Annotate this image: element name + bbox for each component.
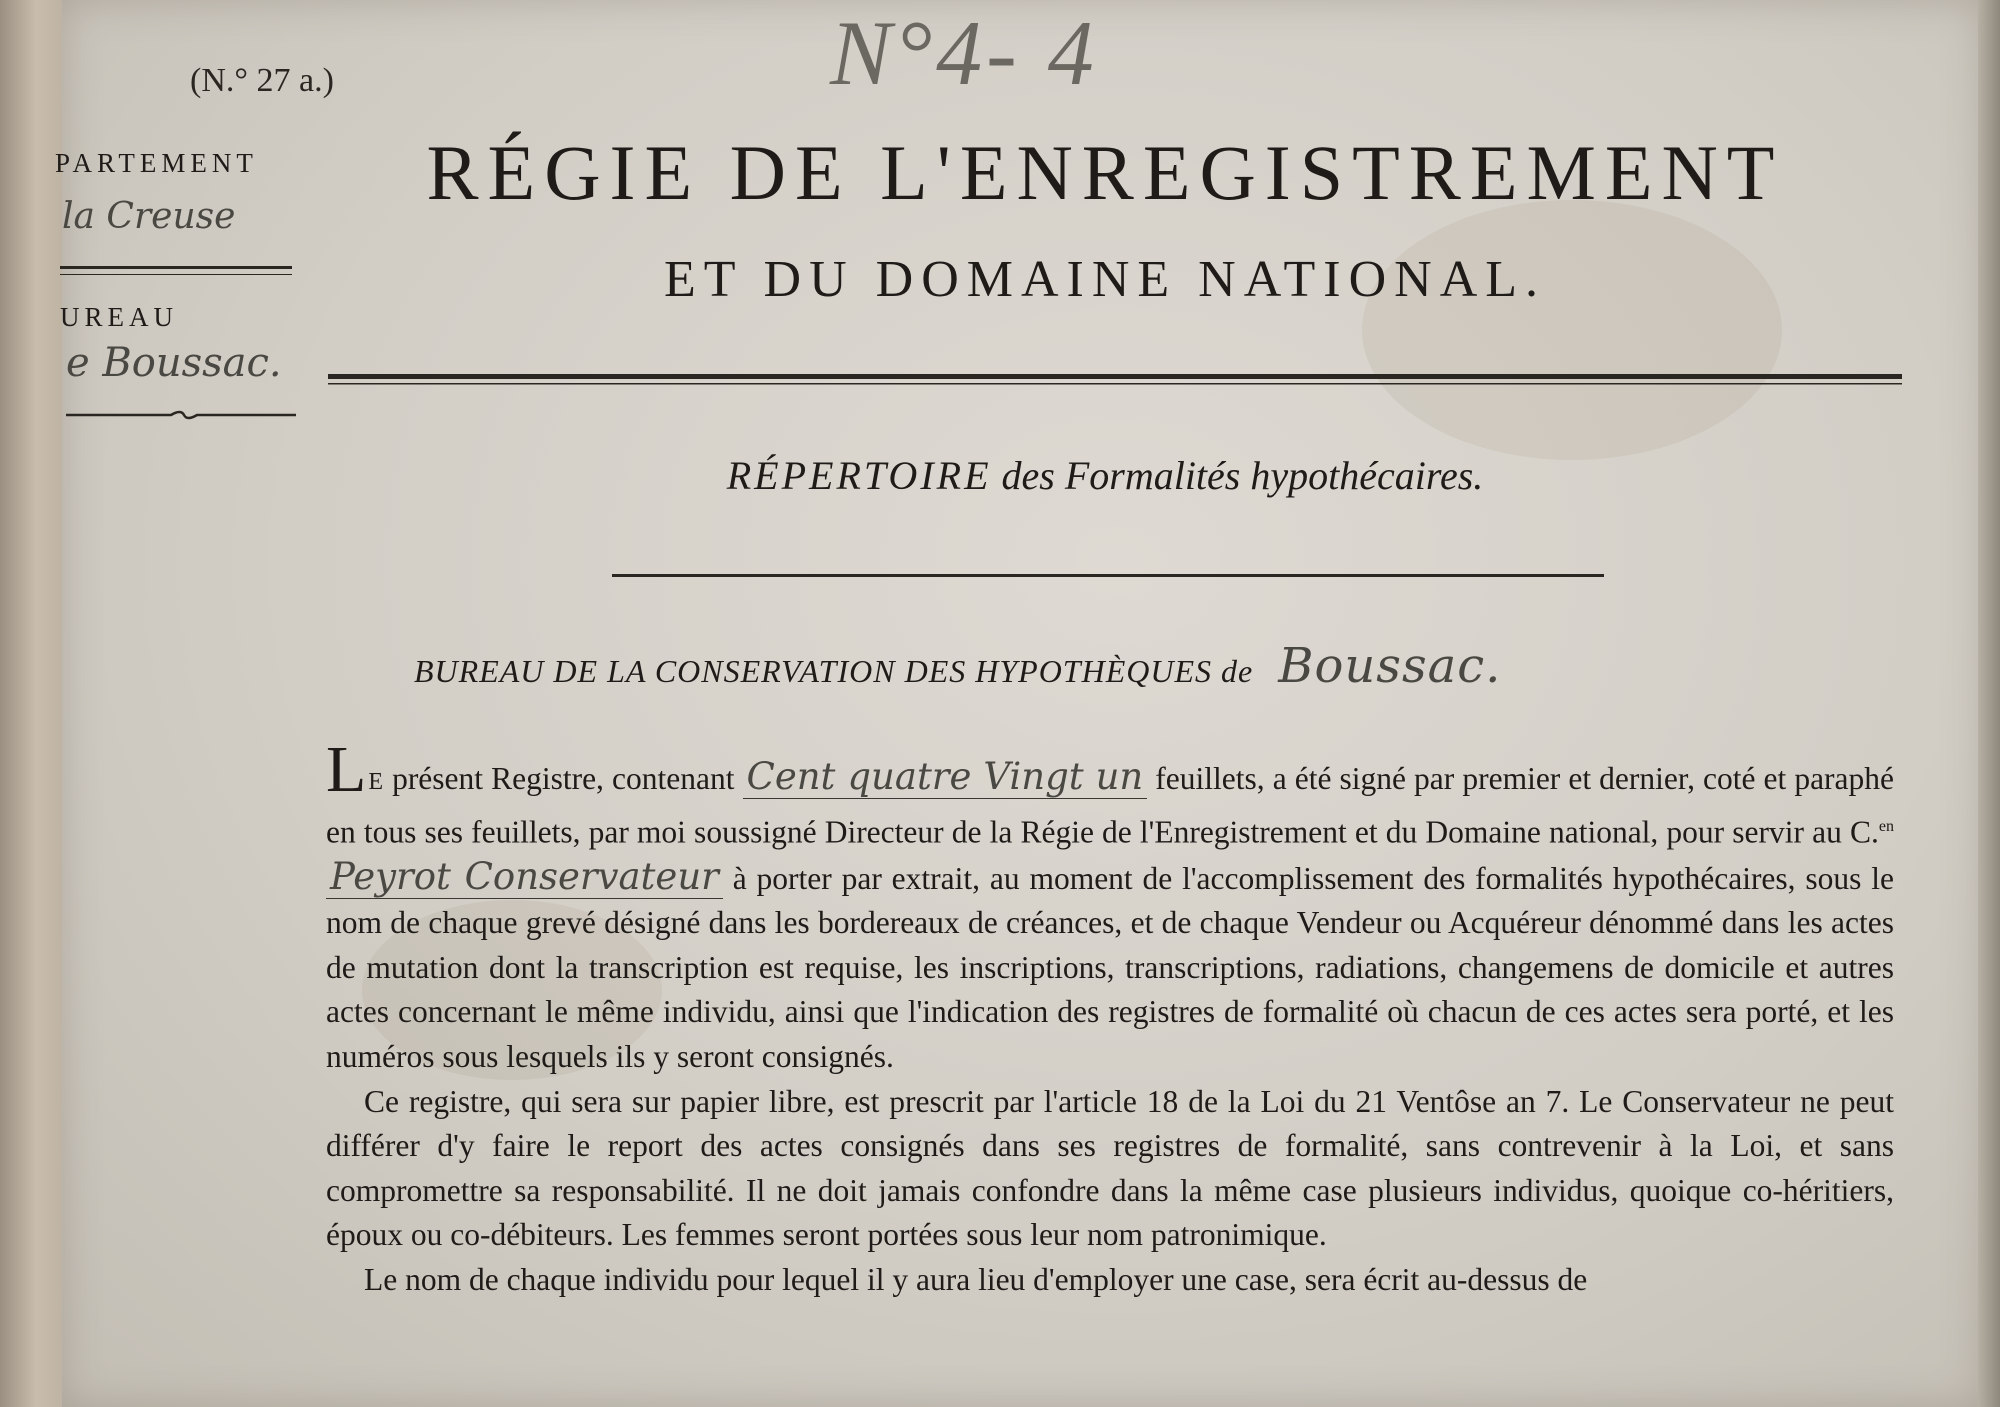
page-subtitle: ET DU DOMAINE NATIONAL. (663, 251, 1547, 308)
paragraph-1-part-3: à porter par extrait, au moment de l'accomplissement des formalités hypothécaires, sous le nom de chaque grevé désigné dans les bordereaux de créances, et de chaque Vendeur ou Acquéreur dénommé dans les actes de mutation dont la transcription est requise, les inscriptions, transcriptions, radiations, changemens de domicile et autres actes concernant le même individu, ainsi que l'indication des registres de formalité où chacun de ces actes sera porté, et les numéros sous lesquels ils y seront consignés. (326, 860, 1895, 1075)
citizen-abbrev-sup: en (1878, 817, 1894, 835)
margin-divider (60, 266, 292, 269)
margin-departement-value: la Creuse (62, 196, 236, 237)
handwritten-conservator-name: Peyrot Conservateur (326, 855, 723, 899)
bureau-conservation-line (414, 638, 1501, 694)
body-text (326, 733, 1895, 1303)
page-title: RÉGIE DE L'ENREGISTREMENT (426, 129, 1784, 216)
repertoire-prefix: RÉPERTOIRE (726, 453, 992, 498)
margin-flourish-rule (66, 405, 296, 425)
handwritten-register-number: N°4- 4 (830, 2, 1098, 104)
margin-departement-label: PARTEMENT (55, 148, 258, 178)
paragraph-1-part-2: feuillets, a été signé par premier et dernier, coté et paraphé en tous ses feuillets, par moi soussigné Directeur de la Régie de l'Enregistrement et du Domaine national, pour servir au C. (326, 761, 1895, 850)
dropcap: L (326, 733, 367, 806)
repertoire-rest: des Formalités hypothécaires. (1001, 453, 1484, 498)
bureau-conservation-value: Boussac. (1278, 638, 1502, 694)
margin-bureau-value: e Boussac. (66, 340, 282, 386)
background-right (1978, 0, 2000, 1407)
handwritten-page-count: Cent quatre Vingt un (743, 755, 1148, 799)
section-rule (612, 574, 1604, 577)
paragraph-1-part-1: présent Registre, contenant (392, 761, 735, 796)
repertoire-heading (320, 452, 1890, 499)
margin-divider-thin (60, 274, 292, 275)
paragraph-1 (326, 733, 1895, 1080)
paragraph-3: Le nom de chaque individu pour lequel il y aura lieu d'employer une case, sera écrit au-dessus de (364, 1262, 1588, 1298)
paragraph-2: Ce registre, qui sera sur papier libre, est prescrit par l'article 18 de la Loi du 21 Ventôse an 7. Le Conservateur ne peut différer d'y faire le report des actes consignés dans ses registres de formalité, sans contrevenir à la Loi, et sans compromettre sa responsabilité. Il ne doit jamais confondre dans la même case plusieurs individus, quoique co-héritiers, époux ou co-débiteurs. Les femmes seront portées sous leur nom patronimique. (326, 1083, 1894, 1253)
margin-bureau-label: UREAU (60, 302, 178, 332)
paper-stain (1362, 200, 1782, 460)
bureau-conservation-label: BUREAU DE LA CONSERVATION DES HYPOTHÈQUES de (414, 653, 1254, 689)
header-double-rule (328, 373, 1902, 387)
dropcap-continuation: E (368, 769, 384, 795)
form-number: (N.° 27 a.) (190, 62, 334, 99)
